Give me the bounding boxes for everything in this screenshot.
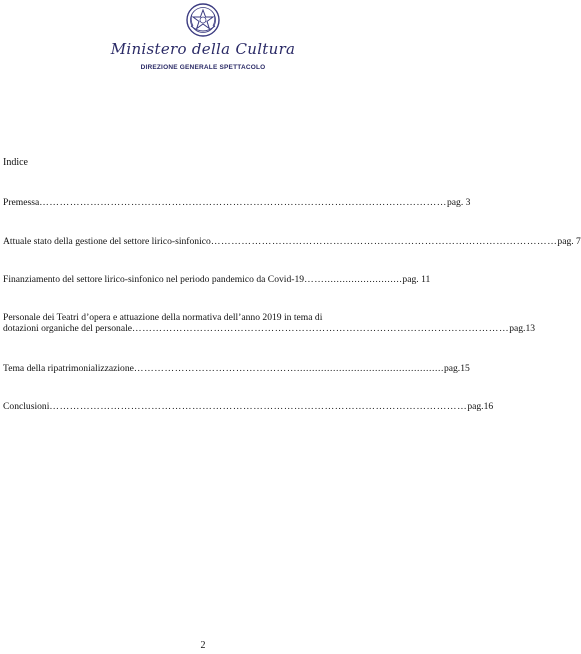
department-name: DIREZIONE GENERALE SPETTACOLO <box>140 64 266 71</box>
toc-entry-title: dotazioni organiche del personale <box>3 323 133 334</box>
toc-entry[interactable] <box>3 197 471 208</box>
ministry-name: Ministero della Cultura <box>110 40 296 58</box>
toc-entry-page: pag. 11 <box>402 274 431 285</box>
toc-entry-page: pag.13 <box>509 323 536 334</box>
emblem-icon <box>185 2 221 38</box>
toc-entry-page: pag. 3 <box>446 197 471 208</box>
toc-entry-title: Finanziamento del settore lirico-sinfonico nel periodo pandemico da Covid-19 <box>3 274 305 285</box>
toc-entry-title: Premessa <box>3 197 40 208</box>
toc-leader-dots: ………………………………………………………………………………………………… <box>132 323 510 334</box>
toc-entry[interactable] <box>3 312 536 336</box>
toc-entry[interactable] <box>3 401 494 412</box>
toc-entry[interactable] <box>3 274 431 285</box>
toc-entry-title: Conclusioni <box>3 401 50 412</box>
toc-title: Indice <box>3 157 28 168</box>
toc-entry-title-line1: Personale dei Teatri d’opera e attuazione della normativa dell’anno 2019 in tema di <box>3 312 323 323</box>
toc-entry[interactable] <box>3 236 581 247</box>
toc-leader-dots: ………………………………………………………………………………………… <box>210 236 558 247</box>
toc-leader-dots: …………………………………………………………………………………………………………… <box>49 401 468 412</box>
toc-leader-dots: ………………………………………………………………………………………………………… <box>39 197 447 208</box>
toc-entry-title: Attuale stato della gestione del settore lirico-sinfonico <box>3 236 211 247</box>
page-number: 2 <box>200 640 206 651</box>
toc-entry-title: Tema della ripatrimonializzazione <box>3 363 134 374</box>
toc-entry[interactable] <box>3 363 470 374</box>
toc-leader-dots: …………………………………………................................................. <box>133 363 444 374</box>
toc-entry-page: pag.16 <box>467 401 494 412</box>
toc-leader-dots: …….......................... <box>304 274 403 285</box>
toc-entry-page: pag.15 <box>443 363 470 374</box>
toc-entry-page: pag. 7 <box>557 236 581 247</box>
